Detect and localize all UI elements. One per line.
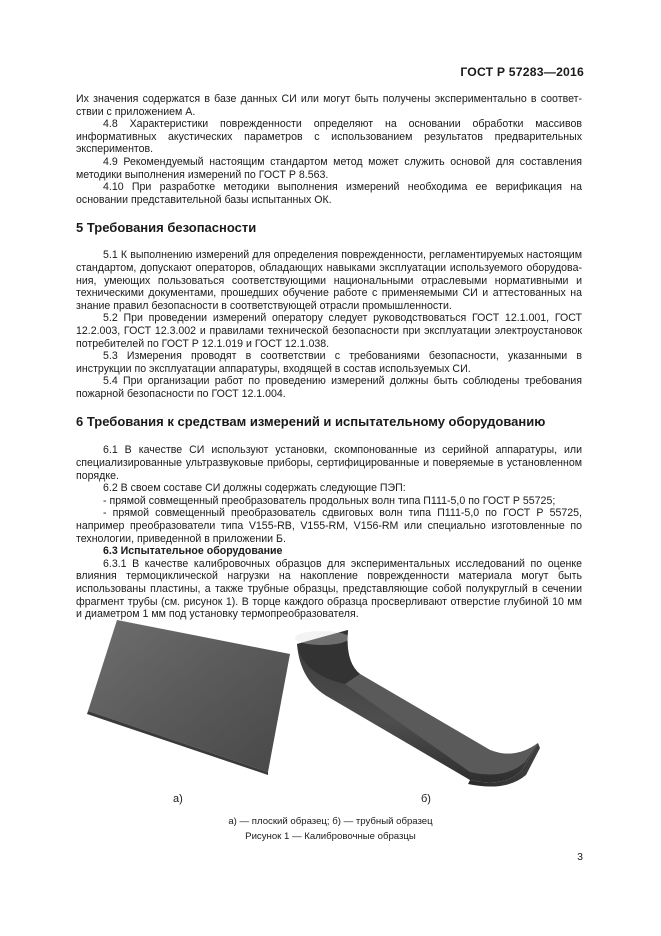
paragraph: 4.8 Характеристики поврежденности определяют на основании обработки массивов информативных акустических параметров с использованием результатов предварительных экспериментов. [76,118,582,156]
paragraph: 6.1 В качестве СИ используют установки, скомпонованные из серийной аппаратуры, или специализированные ультразвуковые приборы, сертифицированные и поверяемые в установленном порядке. [76,444,582,482]
figure-1 [0,612,661,852]
paragraph: 5.4 При организации работ по проведению измерений должны быть соблюдены требования пожарной безопасности по ГОСТ 12.1.004. [76,375,582,400]
figure-label-b: б) [421,793,431,805]
flat-specimen-image [87,620,290,775]
paragraph: 6.2 В своем составе СИ должны содержать следующие ПЭП: [103,482,406,495]
page-number: 3 [577,851,583,863]
page-content [76,93,582,621]
paragraph: 5.2 При проведении измерений оператору следует руководствоваться ГОСТ 12.1.001, ГОСТ 12.2.003, ГОСТ 12.3.002 и правилами технической безопасности при эксплуатации электроустановок потребителей по ГОСТ Р 12.1.019 и ГОСТ 12.1.038. [76,312,582,350]
list-item: - прямой совмещенный преобразователь продольных волн типа П111-5,0 по ГОСТ Р 55725; [103,494,556,507]
paragraph: Их значения содержатся в базе данных СИ или могут быть получены экспериментально в соответствии с приложением А. [76,93,582,118]
paragraph: 5.1 К выполнению измерений для определения поврежденности, регламентируемых настоящим стандартом, допускают операторов, обладающих навыками эксплуатации используемого оборудования, умеющих пользоваться соответствующими национальными отраслевыми нормативными и техническими документами, прошедших обучение работе с применяемыми СИ и аттестованных на знание правил безопасности в соответствующей отрасли промышленности. [76,249,582,312]
section-heading: 5 Требования безопасности [76,220,257,236]
figure-label-a: а) [173,793,183,805]
paragraph: 4.9 Рекомендуемый настоящим стандартом метод может служить основой для составления методики выполнения измерений по ГОСТ Р 8.563. [76,155,582,181]
list-item: - прямой совмещенный преобразователь сдвиговых волн типа П111-5,0 по ГОСТ Р 55725, например преобразователи типа V155-RB, V155-RM, V156-RM или специально изготовленные по технологии, приведенной в приложении Б. [76,507,582,545]
paragraph: 5.3 Измерения проводят в соответствии с требованиями безопасности, указанными в инструкции по эксплуатации аппаратуры, входящей в состав используемых СИ. [76,350,582,375]
figure-caption: Рисунок 1 — Калибровочные образцы [245,831,416,842]
paragraph: 4.10 При разработке методики выполнения измерений необходима ее верификация на основании представительной базы испытанных ОК. [76,181,582,206]
paragraph: 6.3.1 В качестве калибровочных образцов для экспериментальных исследований по оценке влияния термоциклической нагрузки на накопление поврежденности материала могут быть использованы пластины, а также трубные образцы, представляющие собой полукруглый в сечении фрагмент трубы (см. рисунок 1). В торце каждого образца просверливают отверстие глубиной 10 мм и диаметром 1 мм под установку термопреобразователя. [76,557,582,621]
section-heading: 6 Требования к средствам измерений и испытательному оборудованию [76,414,546,430]
document-header: ГОСТ Р 57283—2016 [460,65,584,79]
figure-legend: а) — плоский образец; б) — трубный образец [228,816,433,827]
tube-specimen-image [295,630,540,787]
subsection-heading: 6.3 Испытательное оборудование [103,545,283,558]
